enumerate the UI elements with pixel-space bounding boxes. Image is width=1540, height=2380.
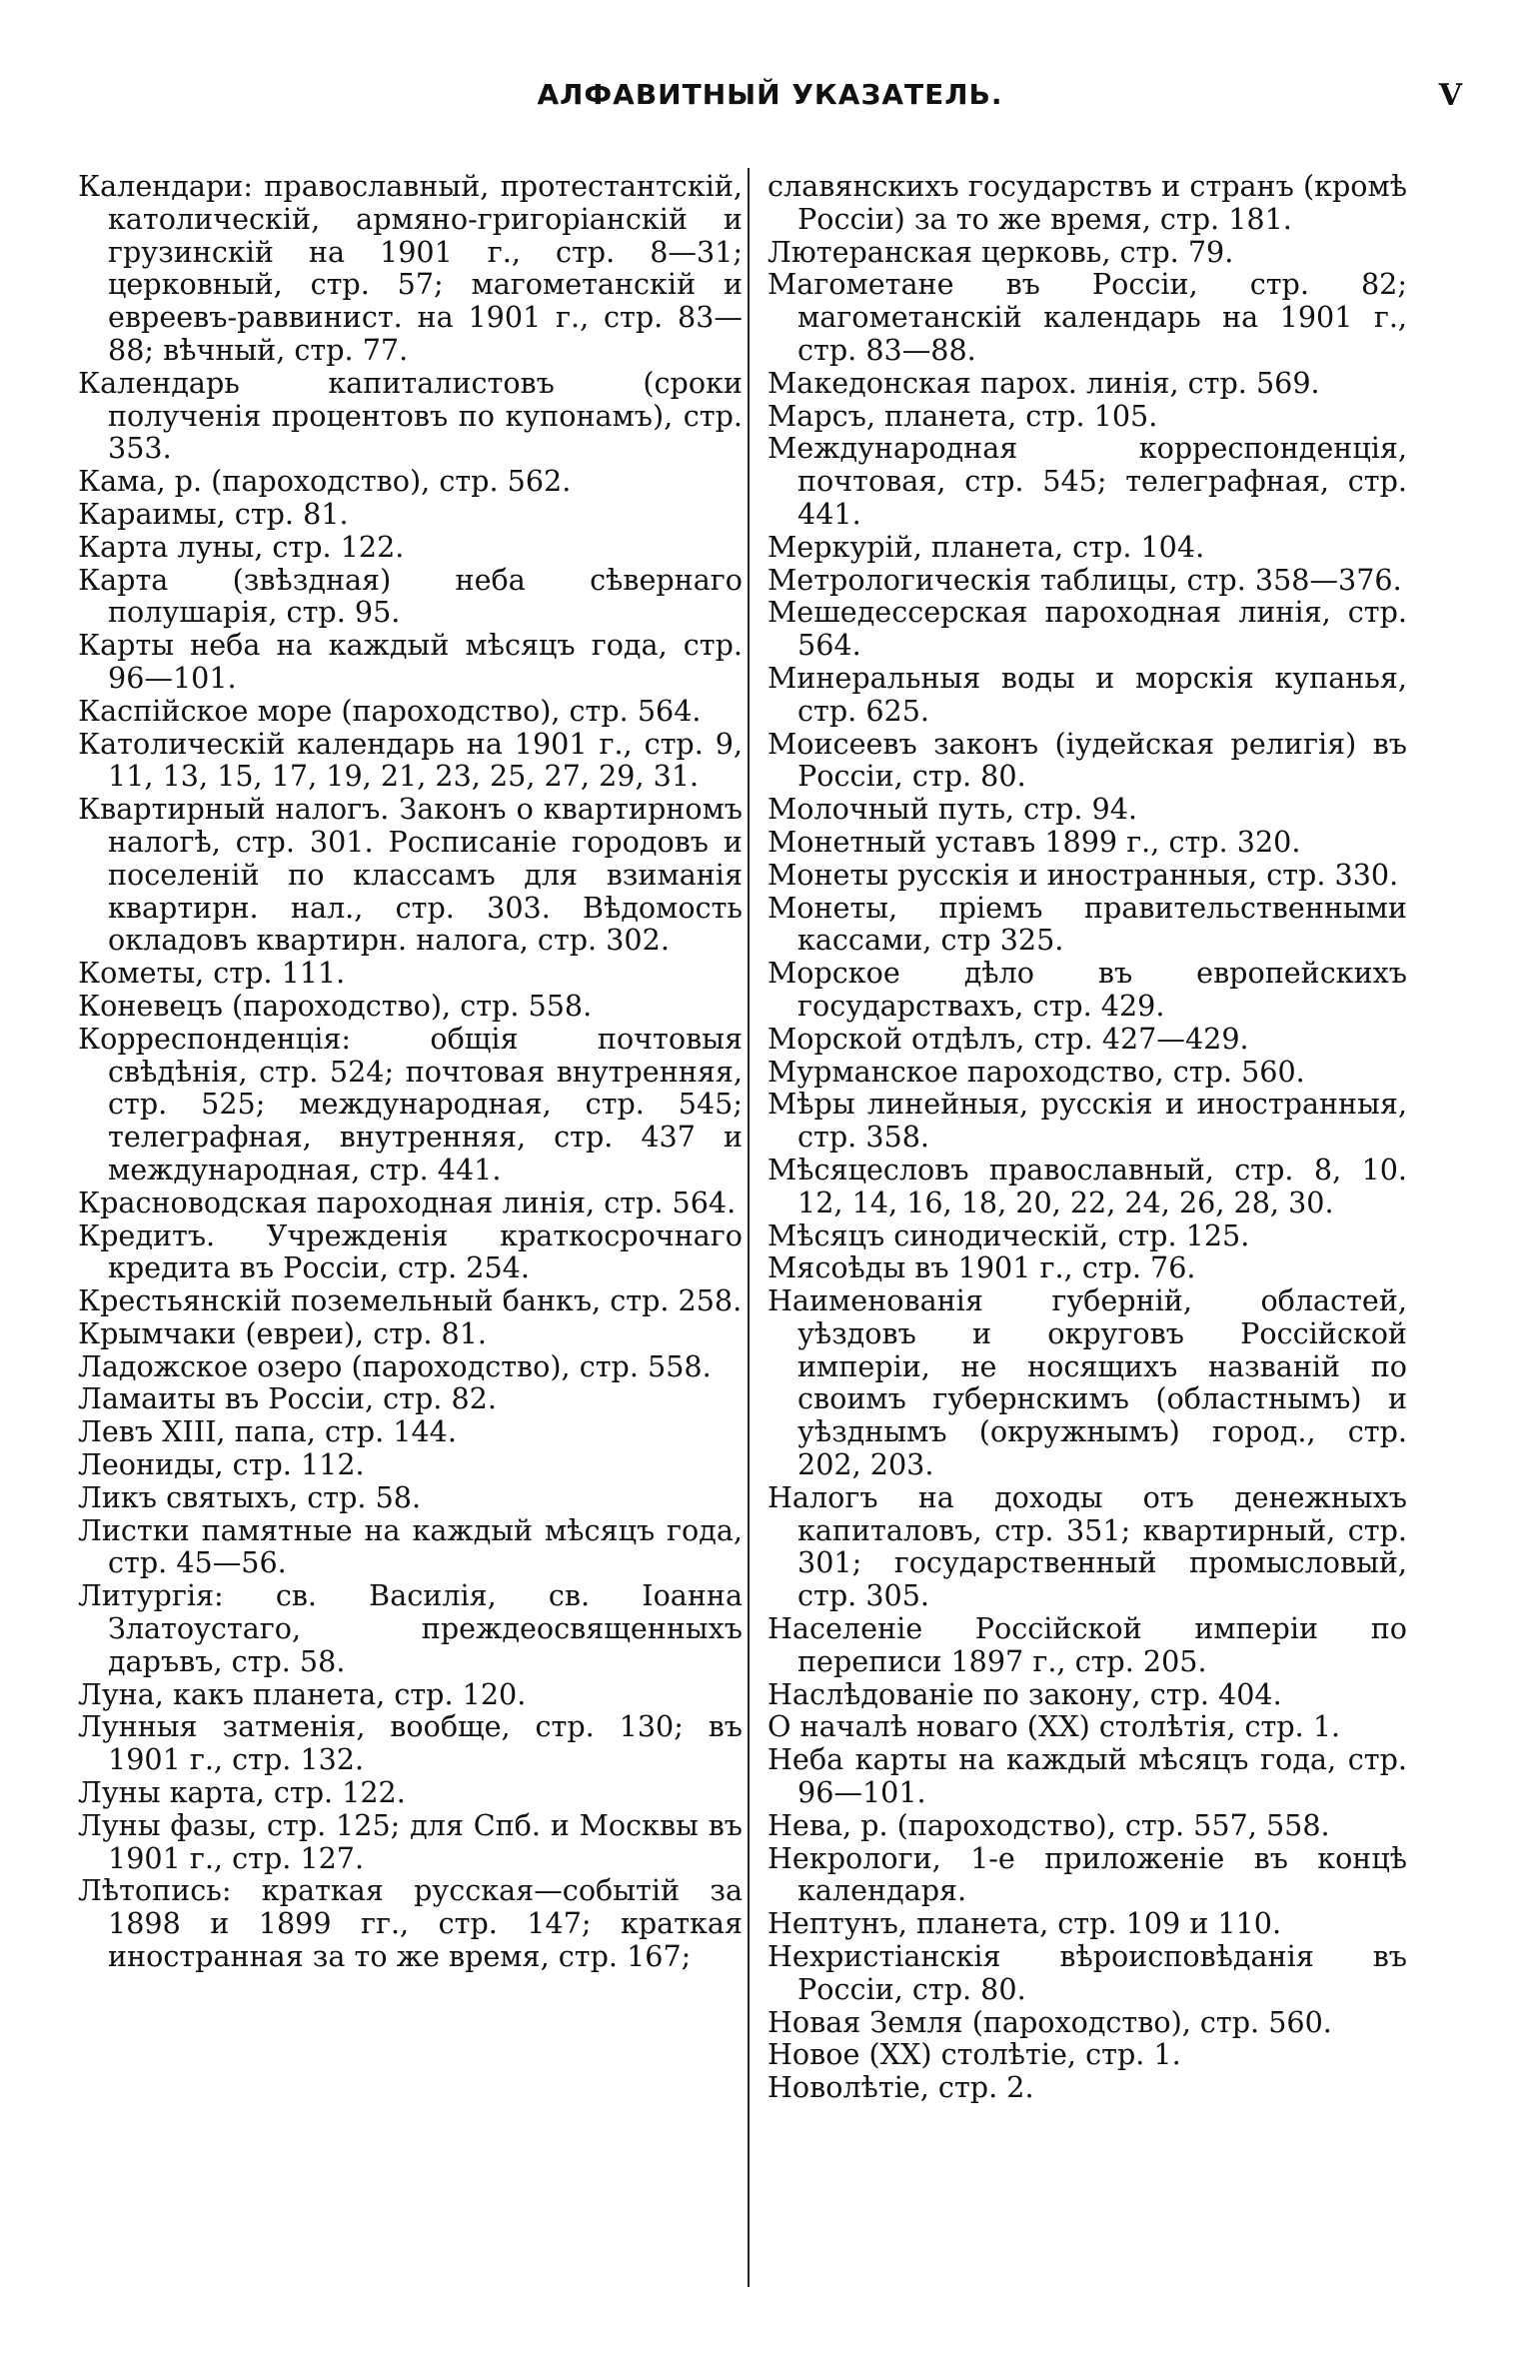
index-entry: Моисеевъ законъ (іудейская религія) въ Россіи, стр. 80.: [768, 726, 1407, 794]
index-entry: Лунныя затменія, вообще, стр. 130; въ 1901 г., стр. 132.: [78, 1709, 743, 1777]
index-entry: Магометане въ Россіи, стр. 82; магометанскій календарь на 1901 г., стр. 83—88.: [768, 267, 1407, 367]
index-entry: Наслѣдованіе по закону, стр. 404.: [768, 1676, 1282, 1711]
index-entry: Караимы, стр. 81.: [78, 496, 349, 531]
index-entry: Некрологи, 1-е приложеніе въ концѣ календаря.: [768, 1840, 1407, 1908]
index-entry: Коневецъ (пароходство), стр. 558.: [78, 988, 593, 1023]
index-entry: Марсъ, планета, стр. 105.: [768, 398, 1158, 433]
index-entry: Населеніе Россійской имперіи по переписи 1897 г., стр. 205.: [768, 1611, 1407, 1678]
index-entry: Каспійское море (пароходство), стр. 564.: [78, 693, 702, 728]
index-entry: Левъ XIII, папа, стр. 144.: [78, 1414, 457, 1449]
index-entry: Морское дѣло въ европейскихъ государствахъ, стр. 429.: [768, 956, 1407, 1023]
index-entry: Морской отдѣлъ, стр. 427—429.: [768, 1021, 1249, 1056]
index-entry: Корреспонденція: общія почтовыя свѣдѣнія, стр. 524; почтовая внутренняя, стр. 525; международная, стр. 545; телеграфная, внутренняя, стр. 437 и международная, стр. 441.: [78, 1021, 743, 1187]
index-entry: Мурманское пароходство, стр. 560.: [768, 1054, 1305, 1089]
index-entry: Мясоѣды въ 1901 г., стр. 76.: [768, 1250, 1196, 1285]
index-entry: Международная корреспонденція, почтовая, стр. 545; телеграфная, стр. 441.: [768, 431, 1407, 531]
index-entry: Нептунъ, планета, стр. 109 и 110.: [768, 1906, 1282, 1941]
index-entry: Литургія: св. Василія, св. Іоанна Златоустаго, преждеосвященныхъ даръвъ, стр. 58.: [78, 1578, 743, 1678]
index-entry: Македонская парох. линія, стр. 569.: [768, 365, 1320, 400]
column-divider: [748, 168, 750, 2287]
index-entry: Мѣсяцъ синодическій, стр. 125.: [768, 1217, 1250, 1252]
index-entry: Крымчаки (евреи), стр. 81.: [78, 1315, 487, 1350]
index-entry: Луна, какъ планета, стр. 120.: [78, 1676, 527, 1711]
index-entry: Католическій календарь на 1901 г., стр. 9, 11, 13, 15, 17, 19, 21, 23, 25, 27, 29, 31.: [78, 726, 743, 794]
index-entry: Ламаиты въ Россіи, стр. 82.: [78, 1381, 497, 1416]
index-entry: Лютеранская церковь, стр. 79.: [768, 234, 1234, 269]
index-entry: Луны фазы, стр. 125; для Спб. и Москвы въ 1901 г., стр. 127.: [78, 1807, 743, 1875]
index-entry: Календарь капиталистовъ (сроки полученія процентовъ по купонамъ), стр. 353.: [78, 365, 743, 466]
index-entry: Кредитъ. Учрежденія краткосрочнаго кредита въ Россіи, стр. 254.: [78, 1217, 743, 1285]
index-entry: Минеральныя воды и морскія купанья, стр. 625.: [768, 660, 1407, 728]
index-entry: Кама, р. (пароходство), стр. 562.: [78, 464, 572, 499]
index-entry: Монетный уставъ 1899 г., стр. 320.: [768, 824, 1301, 859]
index-entry: Меркурій, планета, стр. 104.: [768, 529, 1205, 564]
page-header: [0, 78, 1540, 128]
index-entry: Карты неба на каждый мѣсяцъ года, стр. 96—101.: [78, 628, 743, 695]
index-entry: Мѣсяцесловъ православный, стр. 8, 10. 12, 14, 16, 18, 20, 22, 24, 26, 28, 30.: [768, 1152, 1407, 1219]
index-entry: Кометы, стр. 111.: [78, 956, 346, 991]
index-entry: Луны карта, стр. 122.: [78, 1775, 406, 1810]
index-entry: Новолѣтіе, стр. 2.: [768, 2070, 1034, 2105]
index-column-right: [768, 170, 1407, 2104]
index-entry: Метрологическія таблицы, стр. 358—376.: [768, 562, 1402, 597]
page-title: АЛФАВИТНЫЙ УКАЗАТЕЛЬ.: [537, 78, 1003, 111]
index-column-left: [78, 170, 743, 1973]
index-entry: Налогъ на доходы отъ денежныхъ капиталовъ, стр. 351; квартирный, стр. 301; государственный промысловый, стр. 305.: [768, 1479, 1407, 1613]
index-entry: Квартирный налогъ. Законъ о квартирномъ налогѣ, стр. 301. Росписаніе городовъ и поселеній по классамъ для взиманія квартирн. нал., стр. 303. Вѣдомость окладовъ квартирн. налога, стр. 302.: [78, 792, 743, 958]
index-entry: Мешедессерская пароходная линія, стр. 564.: [768, 595, 1407, 663]
index-entry: Ликъ святыхъ, стр. 58.: [78, 1479, 422, 1514]
index-entry: О началѣ новаго (XX) столѣтія, стр. 1.: [768, 1709, 1341, 1744]
index-entry: Крестьянскій поземельный банкъ, стр. 258.: [78, 1283, 743, 1318]
index-entry: Карта луны, стр. 122.: [78, 529, 405, 564]
index-entry: Карта (звѣздная) неба сѣвернаго полушарія, стр. 95.: [78, 562, 743, 630]
index-entry: Неба карты на каждый мѣсяцъ года, стр. 96—101.: [768, 1742, 1407, 1810]
index-entry: Монеты русскія и иностранныя, стр. 330.: [768, 857, 1399, 892]
index-entry: Молочный путь, стр. 94.: [768, 792, 1137, 827]
index-entry: Новое (XX) столѣтіе, стр. 1.: [768, 2037, 1181, 2072]
page-number: V: [1438, 78, 1462, 113]
index-entry: Мѣры линейныя, русскія и иностранныя, стр. 358.: [768, 1087, 1407, 1155]
index-entry: Монеты, пріемъ правительственными кассами, стр 325.: [768, 890, 1407, 958]
index-entry: Нехристіанскія вѣроисповѣданія въ Россіи, стр. 80.: [768, 1939, 1407, 2006]
index-entry: Листки памятные на каждый мѣсяцъ года, стр. 45—56.: [78, 1512, 743, 1580]
index-entry: Лѣтопись: краткая русская—событій за 1898 и 1899 гг., стр. 147; краткая иностранная за то же время, стр. 167;: [78, 1873, 743, 1974]
index-entry: Красноводская пароходная линія, стр. 564.: [78, 1185, 737, 1219]
index-entry: Леониды, стр. 112.: [78, 1447, 365, 1482]
index-entry: Календари: православный, протестантскій, католическій, армяно-григоріанскій и грузинскій на 1901 г., стр. 8—31; церковный, стр. 57; магометанскій и евреевъ-раввинист. на 1901 г., стр. 83—88; вѣчный, стр. 77.: [78, 169, 743, 367]
index-entry: Наименованія губерній, областей, уѣздовъ и округовъ Россійской имперіи, не носящихъ названій по своимъ губернскимъ (областнымъ) и уѣзднымъ (окружнымъ) город., стр. 202, 203.: [768, 1283, 1407, 1482]
index-entry: Ладожское озеро (пароходство), стр. 558.: [78, 1348, 712, 1383]
index-entry: славянскихъ государствъ и странъ (кромѣ Россіи) за то же время, стр. 181.: [768, 169, 1407, 236]
index-entry: Нева, р. (пароходство), стр. 557, 558.: [768, 1807, 1330, 1842]
index-entry: Новая Земля (пароходство), стр. 560.: [768, 2004, 1332, 2039]
